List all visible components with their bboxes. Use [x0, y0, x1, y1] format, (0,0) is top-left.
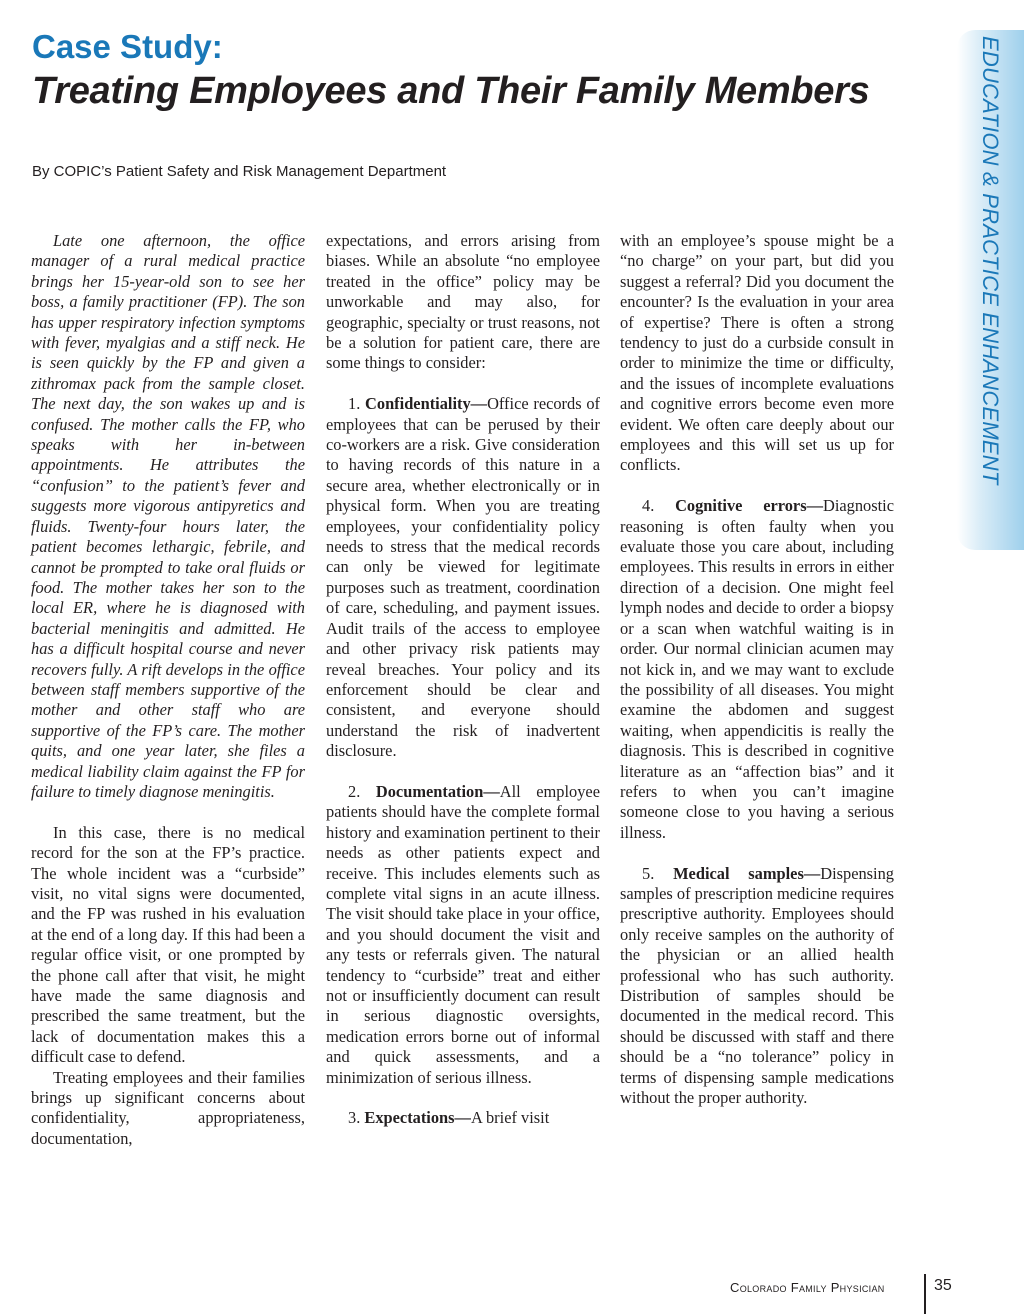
- section-label: EDUCATION & PRACTICE ENHANCEMENT: [978, 36, 1003, 485]
- publication-name: Colorado Family Physician: [730, 1280, 885, 1295]
- numbered-item-expectations: 3. Expectations—A brief visit: [348, 1108, 550, 1128]
- page-number: 35: [934, 1277, 952, 1294]
- footer-divider: [924, 1274, 926, 1314]
- article-subtitle: Treating Employees and Their Family Members: [32, 70, 870, 112]
- numbered-item-confidentiality: 1. Confidentiality—Office records of employees that can be perused by their co-workers are a risk. Give consideration to having records of this nature in a secure area, whether electronically or in physical form. When you are treating employees, your confidentiality policy needs to stress that the medical records can only be viewed for legitimate purposes such as treatment, coordination of care, scheduling, and payment issues. Audit trails of the access to employee and other privacy risk patients may reveal breaches. Your policy and its enforcement should be clear and consistent, and everyone should understand the risk of inadvertent disclosure.: [326, 394, 600, 761]
- numbered-item-medical-samples: 5. Medical samples—Dispensing samples of prescription medicine requires prescriptive authority. Employees should only receive samples on the authority of the physician or an allied health professional who has such authority. Distribution of samples should be documented in the medical record. This should be discussed with staff and there should be a “no tolerance” policy in terms of dispensing sample medications without the proper authority.: [620, 863, 894, 1108]
- text-column-2: [326, 231, 600, 1129]
- numbered-item-documentation: 2. Documentation—All employee patients should have the complete formal history and examination pertinent to their needs as other patients expect and receive. This includes elements such as complete vital signs in an acute illness. The visit should take place in your office, and you should document the visit and any tests or referrals given. The natural tendency to “curbside” treat and either not or insufficiently document can result in serious diagnostic oversights, medication errors borne out of informal and quick assessments, and a minimization of serious illness.: [326, 781, 600, 1087]
- body-paragraph: with an employee’s spouse might be a “no charge” on your part, but did you suggest a referral? Did you document the encounter? Is the evaluation in your area of expertise? There is often a strong tendency to just do a curbside consult in order to minimize the time or difficulty, and the issues of incomplete evaluations and cognitive errors become even more evident. We often care deeply about our employees and this will set us up for conflicts.: [620, 231, 894, 475]
- body-paragraph: expectations, and errors arising from biases. While an absolute “no employee treated in the office” policy may be unworkable and may also, for geographic, specialty or trust reasons, not be a solution for patient care, there are some things to consider:: [326, 231, 600, 373]
- numbered-item-cognitive-errors: 4. Cognitive errors—Diagnostic reasoning is often faulty when you evaluate those you care about, including employees. This results in errors in either direction of a decision. One might feel lymph nodes and decide to order a biopsy or a scan when watchful waiting is in order. Our normal clinician acumen may not kick in, and we may want to exclude the possibility of all diseases. You might examine the abdomen and suggest waiting, when appendicitis is really the diagnosis. This is described in cognitive literature as an “affection bias” and it refers to when you can’t imagine someone close to you having a serious illness.: [620, 496, 894, 842]
- body-paragraph: Treating employees and their families brings up significant concerns about confidentiality, appropriateness, documentation,: [31, 1067, 305, 1148]
- body-paragraph: In this case, there is no medical record for the son at the FP’s practice. The whole incident was a “curbside” visit, no vital signs were documented, and the FP was rushed in his evaluation at the end of a long day. If this had been a regular office visit, or one prompted by the phone call after that visit, he might have made the same diagnosis and prescribed the same treatment, but the lack of documentation makes this a difficult case to defend.: [31, 822, 305, 1067]
- text-column-3: [620, 231, 894, 1108]
- case-intro-paragraph: Late one afternoon, the office manager of a rural medical practice brings her 15-year-old son to see her boss, a family practitioner (FP). The son has upper respiratory infection symptoms with fever, myalgias and a stiff neck. He is seen quickly by the FP and given a zithromax pack from the sample closet. The next day, the son wakes up and is confused. The mother calls the FP, who speaks with her in-between appointments. He attributes the “confusion” to the patient’s fever and suggests more vigorous antipyretics and fluids. Twenty-four hours later, the patient becomes lethargic, febrile, and cannot be prompted to take oral fluids or food. The mother takes her son to the local ER, where he is diagnosed with bacterial meningitis and admitted. He has a difficult hospital course and never recovers fully. A rift develops in the office between staff members supportive of the mother and other staff who are supportive of the FP’s care. The mother quits, and one year later, she files a medical liability claim against the FP for failure to timely diagnose meningitis.: [31, 231, 305, 801]
- text-column-1: [31, 231, 305, 1149]
- byline: By COPIC’s Patient Safety and Risk Management Department: [32, 163, 447, 180]
- article-title: Case Study:: [32, 28, 223, 65]
